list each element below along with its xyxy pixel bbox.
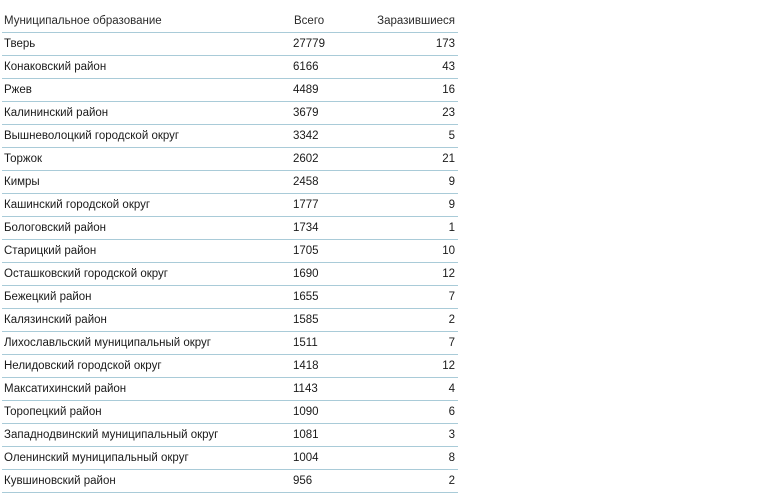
cell-infected: 9 <box>448 199 455 211</box>
table-row <box>2 447 458 470</box>
table-row <box>2 401 458 424</box>
cell-municipality: Осташковский городской округ <box>4 268 168 280</box>
cell-infected: 16 <box>442 84 455 96</box>
cell-municipality: Торжок <box>4 153 43 165</box>
cell-municipality: Максатихинский район <box>4 383 127 395</box>
cell-total: 1705 <box>293 245 319 257</box>
cell-total: 1655 <box>293 291 319 303</box>
cell-municipality: Старицкий район <box>4 245 97 257</box>
cell-total: 956 <box>293 475 313 487</box>
cell-total: 27779 <box>293 38 325 50</box>
cell-municipality: Кувшиновский район <box>4 475 116 487</box>
table-row <box>2 263 458 286</box>
table-row <box>2 102 458 125</box>
cell-infected: 1 <box>448 222 455 234</box>
cell-infected: 10 <box>442 245 455 257</box>
cell-infected: 7 <box>448 291 455 303</box>
cell-municipality: Тверь <box>4 38 36 50</box>
cell-infected: 5 <box>448 130 455 142</box>
cell-total: 1143 <box>293 383 318 395</box>
table-row <box>2 470 458 493</box>
cell-infected: 21 <box>442 153 455 165</box>
cell-infected: 8 <box>448 452 455 464</box>
cell-municipality: Ржев <box>4 84 32 96</box>
cell-infected: 12 <box>442 360 455 372</box>
cell-municipality: Бежецкий район <box>4 291 92 303</box>
cell-total: 3342 <box>293 130 319 142</box>
cell-municipality: Западнодвинский муниципальный округ <box>4 429 219 441</box>
header-total: Всего <box>294 15 325 27</box>
cell-municipality: Торопецкий район <box>4 406 102 418</box>
table-row <box>2 286 458 309</box>
table-body <box>2 33 458 493</box>
cell-municipality: Вышневолоцкий городской округ <box>4 130 180 142</box>
cell-infected: 6 <box>448 406 455 418</box>
cell-infected: 7 <box>448 337 455 349</box>
table-row <box>2 424 458 447</box>
header-infected: Заразившиеся <box>377 15 455 27</box>
cell-infected: 173 <box>435 38 455 50</box>
cell-total: 1585 <box>293 314 319 326</box>
cell-municipality: Калязинский район <box>4 314 107 326</box>
cell-infected: 2 <box>448 314 455 326</box>
table-row <box>2 332 458 355</box>
cell-total: 2602 <box>293 153 319 165</box>
cell-total: 1418 <box>293 360 319 372</box>
table-row <box>2 125 458 148</box>
table-row <box>2 355 458 378</box>
cell-infected: 12 <box>442 268 455 280</box>
table-row <box>2 33 458 56</box>
cell-municipality: Калининский район <box>4 107 109 119</box>
cell-total: 1777 <box>293 199 319 211</box>
cell-total: 1081 <box>293 429 319 441</box>
table-row <box>2 194 458 217</box>
cell-municipality: Кашинский городской округ <box>4 199 151 211</box>
cell-infected: 2 <box>448 475 455 487</box>
table-row <box>2 217 458 240</box>
header-municipality: Муниципальное образование <box>4 15 162 27</box>
table-row <box>2 79 458 102</box>
cell-total: 3679 <box>293 107 319 119</box>
cell-infected: 23 <box>442 107 455 119</box>
cell-municipality: Кимры <box>4 176 40 188</box>
cell-infected: 43 <box>442 61 455 73</box>
cell-municipality: Бологовский район <box>4 222 107 234</box>
cell-total: 6166 <box>293 61 319 73</box>
cell-infected: 9 <box>448 176 455 188</box>
cell-total: 4489 <box>293 84 319 96</box>
cell-municipality: Нелидовский городской округ <box>4 360 162 372</box>
cell-municipality: Оленинский муниципальный округ <box>4 452 189 464</box>
cell-total: 1004 <box>293 452 319 464</box>
cell-total: 2458 <box>293 176 319 188</box>
cell-infected: 4 <box>448 383 455 395</box>
cell-infected: 3 <box>448 429 455 441</box>
cell-municipality: Лихославльский муниципальный округ <box>4 337 211 349</box>
table-row <box>2 378 458 401</box>
cell-total: 1090 <box>293 406 319 418</box>
cell-total: 1690 <box>293 268 319 280</box>
table-header-row <box>2 10 458 33</box>
cell-municipality: Конаковский район <box>4 61 107 73</box>
table-row <box>2 56 458 79</box>
table-row <box>2 309 458 332</box>
table-row <box>2 148 458 171</box>
cell-total: 1511 <box>293 337 318 349</box>
table-row <box>2 240 458 263</box>
table-row <box>2 171 458 194</box>
cell-total: 1734 <box>293 222 319 234</box>
data-table <box>2 10 458 493</box>
